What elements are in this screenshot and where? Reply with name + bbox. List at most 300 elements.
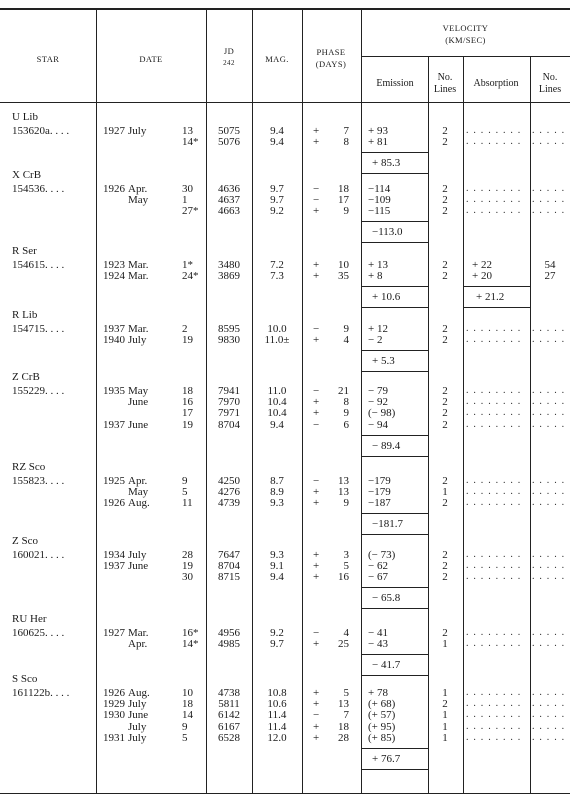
emission-lines: 2 [442, 205, 448, 218]
phase-sign: + [313, 560, 320, 573]
date-year: 1926 [103, 687, 125, 699]
emission-velocity: + 12 [368, 323, 388, 335]
phase-value: 9 [343, 323, 349, 335]
magnitude: 10.8 [267, 687, 287, 699]
phase-value: 17 [338, 194, 349, 207]
star-name: S Sco [12, 673, 38, 685]
jd-value: 5076 [218, 136, 240, 149]
emission-lines: 2 [442, 396, 448, 409]
emission-velocity: −179 [368, 475, 391, 487]
emission-velocity: (− 73) [368, 549, 396, 561]
jd-value: 6167 [218, 720, 240, 733]
absorption-lines-dots: . . . . . [532, 385, 566, 396]
magnitude: 10.0 [267, 323, 287, 335]
date-year: 1925 [103, 475, 125, 487]
phase-value: 18 [338, 720, 349, 733]
absorption-dots: . . . . . . . . [466, 475, 522, 486]
jd-value: 8704 [218, 418, 240, 431]
absorption-lines-dots: . . . . . [532, 720, 566, 732]
absorption-dots: . . . . . . . . [466, 571, 522, 583]
absorption-dots: . . . . . . . . [466, 407, 522, 419]
date-month: May [128, 194, 149, 207]
date-month: May [128, 385, 149, 397]
phase-value: 13 [338, 475, 349, 487]
date-month: Aug. [128, 687, 150, 699]
date-month: June [128, 709, 149, 722]
header-no-lines-1a: No. [437, 72, 453, 83]
star-name: U Lib [12, 111, 38, 123]
header-velocity-unit: (KM/SEC) [445, 35, 486, 45]
absorption-lines-dots: . . . . . [532, 486, 566, 498]
absorption-velocity: + 22 [472, 259, 492, 271]
absorption-velocity: + 20 [472, 270, 492, 283]
mean-rule [361, 587, 428, 588]
phase-value: 13 [338, 698, 349, 711]
date-month: June [128, 560, 149, 573]
magnitude: 9.7 [270, 183, 284, 195]
magnitude: 9.3 [270, 497, 284, 510]
phase-value: 6 [343, 418, 349, 431]
absorption-lines-dots: . . . . . [532, 638, 566, 650]
phase-value: 28 [338, 731, 349, 744]
emission-lines: 2 [442, 497, 448, 510]
phase-sign: − [313, 418, 320, 431]
jd-value: 7647 [218, 549, 240, 561]
magnitude: 8.7 [270, 475, 284, 487]
absorption-lines-dots: . . . . . [532, 687, 566, 698]
star-id: 154615. . . . [12, 259, 65, 271]
date-month: June [128, 418, 149, 431]
phase-value: 16 [338, 571, 349, 584]
emission-velocity: − 2 [368, 334, 383, 347]
date-month: Mar. [128, 270, 149, 283]
phase-value: 9 [343, 205, 349, 218]
mean-rule [361, 286, 428, 287]
jd-value: 4636 [218, 183, 240, 195]
magnitude: 10.6 [267, 698, 287, 711]
header-jd: JD [223, 46, 235, 56]
magnitude: 9.1 [270, 560, 284, 573]
absorption-dots: . . . . . . . . [466, 720, 522, 732]
date-day: 13 [182, 125, 193, 137]
emission-lines: 2 [442, 571, 448, 584]
jd-value: 6142 [218, 709, 240, 722]
absorption-dots: . . . . . . . . [466, 627, 522, 638]
date-year: 1937 [103, 560, 125, 573]
phase-sign: + [313, 205, 320, 218]
date-day: 27* [182, 205, 199, 218]
date-month: Apr. [128, 638, 148, 651]
absorption-dots: . . . . . . . . [466, 396, 522, 408]
phase-sign: + [313, 731, 320, 744]
date-day: 30 [182, 183, 193, 195]
jd-value: 4637 [218, 194, 240, 207]
emission-lines: 2 [442, 418, 448, 431]
absorption-lines-dots: . . . . . [532, 194, 566, 206]
mean-emission: − 89.4 [372, 439, 401, 452]
magnitude: 9.2 [270, 205, 284, 218]
phase-value: 8 [343, 136, 349, 149]
phase-value: 25 [338, 638, 349, 651]
emission-lines: 2 [442, 627, 448, 639]
emission-velocity: + 8 [368, 270, 383, 283]
date-month: June [128, 396, 149, 409]
phase-value: 21 [338, 385, 349, 397]
date-day: 18 [182, 698, 193, 711]
emission-lines: 1 [442, 486, 448, 499]
star-name: Z CrB [12, 371, 40, 383]
jd-value: 7971 [218, 407, 240, 420]
emission-velocity: + 13 [368, 259, 388, 271]
mean-box-bottom [361, 307, 428, 308]
emission-velocity: − 67 [368, 571, 388, 584]
phase-sign: − [313, 385, 320, 397]
emission-velocity: (+ 95) [368, 720, 396, 733]
emission-lines: 2 [442, 407, 448, 420]
emission-velocity: + 78 [368, 687, 388, 699]
star-id: 160021. . . . [12, 549, 65, 561]
absorption-dots: . . . . . . . . [466, 731, 522, 743]
date-month: July [128, 720, 147, 733]
date-day: 1 [182, 194, 188, 207]
date-day: 18 [182, 385, 193, 397]
mean-emission: − 65.8 [372, 592, 401, 605]
emission-lines: 2 [442, 183, 448, 195]
mean-box-bottom [361, 769, 428, 770]
phase-sign: + [313, 698, 320, 711]
emission-lines: 1 [442, 638, 448, 651]
magnitude: 12.0 [267, 731, 287, 744]
date-year: 1926 [103, 183, 125, 195]
phase-sign: + [313, 125, 320, 137]
jd-value: 7941 [218, 385, 240, 397]
date-month: Apr. [128, 183, 148, 195]
absorption-dots: . . . . . . . . [466, 334, 522, 346]
star-name: R Ser [12, 245, 37, 257]
emission-lines: 2 [442, 125, 448, 137]
absorption-lines-dots: . . . . . [532, 709, 566, 721]
mean-rule [361, 221, 428, 222]
jd-value: 4956 [218, 627, 240, 639]
star-name: RZ Sco [12, 461, 46, 473]
jd-value: 4250 [218, 475, 240, 487]
magnitude: 9.4 [270, 136, 284, 149]
column-divider-2 [252, 9, 253, 793]
emission-velocity: − 79 [368, 385, 388, 397]
absorption-dots: . . . . . . . . [466, 136, 522, 148]
date-month: May [128, 486, 149, 499]
magnitude: 7.3 [270, 270, 284, 283]
date-day: 14 [182, 709, 193, 722]
date-day: 28 [182, 549, 193, 561]
header-jd-sub: 242 [223, 59, 235, 67]
absorption-dots: . . . . . . . . [466, 418, 522, 430]
date-year: 1929 [103, 698, 125, 711]
magnitude: 9.7 [270, 194, 284, 207]
date-day: 16* [182, 627, 199, 639]
jd-value: 9830 [218, 334, 240, 347]
mean-rule [361, 152, 428, 153]
jd-value: 3869 [218, 270, 240, 283]
phase-sign: + [313, 486, 320, 499]
star-name: X CrB [12, 169, 42, 181]
absorption-dots: . . . . . . . . [466, 698, 522, 710]
magnitude: 11.0± [264, 334, 290, 347]
absorption-lines-dots: . . . . . [532, 698, 566, 710]
absorption-lines-dots: . . . . . [532, 549, 566, 560]
star-id: 155229. . . . [12, 385, 65, 397]
date-month: July [128, 698, 147, 711]
date-month: July [128, 731, 147, 744]
emission-lines: 1 [442, 731, 448, 744]
magnitude: 7.2 [270, 259, 284, 271]
date-year: 1927 [103, 125, 125, 137]
phase-sign: − [313, 194, 320, 207]
absorption-dots: . . . . . . . . [466, 549, 522, 560]
jd-value: 4663 [218, 205, 240, 218]
phase-value: 5 [343, 687, 349, 699]
phase-value: 3 [343, 549, 349, 561]
phase-value: 18 [338, 183, 349, 195]
date-day: 17 [182, 407, 193, 420]
absorption-lines-dots: . . . . . [532, 731, 566, 743]
date-month: Mar. [128, 627, 149, 639]
absorption-lines: 54 [544, 259, 556, 271]
emission-velocity: (+ 57) [368, 709, 396, 722]
mean-emission: + 76.7 [372, 752, 401, 765]
emission-velocity: −179 [368, 486, 391, 499]
emission-velocity: − 62 [368, 560, 388, 573]
column-divider-7 [530, 57, 531, 793]
star-id: 153620a. . . . [12, 125, 70, 137]
phase-sign: − [313, 183, 320, 195]
magnitude: 10.4 [267, 396, 287, 409]
phase-sign: + [313, 497, 320, 510]
star-name: R Lib [12, 309, 38, 321]
date-day: 19 [182, 560, 193, 573]
date-day: 19 [182, 418, 193, 431]
date-month: Aug. [128, 497, 150, 510]
emission-velocity: − 92 [368, 396, 388, 409]
absorption-lines-dots: . . . . . [532, 205, 566, 217]
phase-value: 35 [338, 270, 349, 283]
date-day: 24* [182, 270, 199, 283]
date-year: 1937 [103, 418, 125, 431]
date-day: 14* [182, 136, 199, 149]
absorption-lines-dots: . . . . . [532, 183, 566, 194]
mean-box-bottom [361, 534, 428, 535]
date-day: 19 [182, 334, 193, 347]
date-month: Mar. [128, 323, 149, 335]
emission-velocity: − 94 [368, 418, 388, 431]
jd-value: 3480 [218, 259, 240, 271]
emission-velocity: −187 [368, 497, 391, 510]
absorption-dots: . . . . . . . . [466, 385, 522, 396]
header-phase-unit: (DAYS) [315, 59, 347, 69]
mean-box-bottom [361, 608, 428, 609]
header-velocity: VELOCITY [442, 23, 489, 33]
magnitude: 9.4 [270, 418, 284, 431]
jd-value: 4985 [218, 638, 240, 651]
magnitude: 9.4 [270, 125, 284, 137]
absorption-lines-dots: . . . . . [532, 334, 566, 346]
absorption-dots: . . . . . . . . [466, 125, 522, 136]
phase-value: 7 [343, 709, 349, 722]
velocity-sub-rule [361, 56, 570, 57]
jd-value: 5075 [218, 125, 240, 137]
phase-value: 10 [338, 259, 349, 271]
date-month: Mar. [128, 259, 149, 271]
date-year: 1924 [103, 270, 125, 283]
absorption-dots: . . . . . . . . [466, 205, 522, 217]
mean-box-bottom [361, 173, 428, 174]
jd-value: 6528 [218, 731, 240, 744]
phase-sign: + [313, 549, 320, 561]
star-name: RU Her [12, 613, 47, 625]
mean-rule [361, 513, 428, 514]
header-no-lines-2a: No. [542, 72, 558, 83]
magnitude: 11.4 [267, 709, 287, 722]
jd-value: 8704 [218, 560, 240, 573]
emission-velocity: + 93 [368, 125, 388, 137]
absorption-dots: . . . . . . . . [466, 323, 522, 334]
header-star: STAR [36, 54, 60, 64]
phase-value: 13 [338, 486, 349, 499]
phase-sign: − [313, 709, 320, 722]
mean-box-bottom [361, 371, 428, 372]
absorption-dots: . . . . . . . . [466, 638, 522, 650]
absorption-lines: 27 [544, 270, 556, 283]
absorption-lines-dots: . . . . . [532, 407, 566, 419]
absorption-lines-dots: . . . . . [532, 418, 566, 430]
mean-emission: + 85.3 [372, 157, 401, 170]
date-day: 16 [182, 396, 193, 409]
absorption-dots: . . . . . . . . [466, 709, 522, 721]
jd-value: 4276 [218, 486, 240, 499]
column-divider-1 [206, 9, 207, 793]
mean-emission: − 41.7 [372, 659, 401, 672]
absorption-dots: . . . . . . . . [466, 687, 522, 698]
header-no-lines-1b: Lines [433, 84, 457, 95]
phase-sign: + [313, 571, 320, 584]
jd-value: 4738 [218, 687, 240, 699]
phase-sign: + [313, 638, 320, 651]
magnitude: 11.0 [267, 385, 287, 397]
mean-box-bottom [361, 675, 428, 676]
absorption-lines-dots: . . . . . [532, 323, 566, 334]
date-day: 2 [182, 323, 188, 335]
emission-velocity: −109 [368, 194, 391, 207]
mean-absorption: + 21.2 [476, 291, 505, 304]
mean-rule [361, 654, 428, 655]
mean-emission: + 10.6 [372, 291, 401, 304]
absorption-dots: . . . . . . . . [466, 560, 522, 572]
star-id: 160625. . . . [12, 627, 65, 639]
column-divider-3 [302, 9, 303, 793]
bottom-rule [0, 793, 570, 794]
magnitude: 11.4 [267, 720, 287, 733]
star-name: Z Sco [12, 535, 38, 547]
date-day: 9 [182, 475, 188, 487]
phase-value: 9 [343, 407, 349, 420]
phase-sign: + [313, 720, 320, 733]
date-month: Apr. [128, 475, 148, 487]
header-emission: Emission [376, 78, 414, 89]
emission-velocity: −115 [368, 205, 391, 218]
top-rule [0, 8, 570, 10]
date-day: 1* [182, 259, 193, 271]
date-year: 1927 [103, 627, 125, 639]
emission-lines: 2 [442, 259, 448, 271]
emission-lines: 2 [442, 385, 448, 397]
emission-lines: 2 [442, 560, 448, 573]
emission-lines: 2 [442, 334, 448, 347]
absorption-lines-dots: . . . . . [532, 475, 566, 486]
phase-sign: + [313, 136, 320, 149]
phase-sign: + [313, 396, 320, 409]
date-day: 5 [182, 486, 188, 499]
phase-sign: − [313, 475, 320, 487]
emission-lines: 2 [442, 549, 448, 561]
mean-absorption-box-bottom [463, 307, 530, 308]
header-no-lines-2b: Lines [538, 84, 562, 95]
column-divider-6 [463, 57, 464, 793]
star-id: 155823. . . . [12, 475, 65, 487]
emission-lines: 2 [442, 194, 448, 207]
column-divider-5 [428, 57, 429, 793]
phase-sign: − [313, 323, 320, 335]
emission-velocity: (+ 68) [368, 698, 396, 711]
header-phase: PHASE [316, 47, 346, 57]
header-date: DATE [139, 54, 163, 64]
emission-velocity: (+ 85) [368, 731, 396, 744]
date-year: 1930 [103, 709, 125, 722]
absorption-dots: . . . . . . . . [466, 183, 522, 194]
emission-lines: 1 [442, 720, 448, 733]
jd-value: 4739 [218, 497, 240, 510]
absorption-lines-dots: . . . . . [532, 396, 566, 408]
jd-value: 8715 [218, 571, 240, 584]
date-month: July [128, 549, 147, 561]
emission-lines: 2 [442, 270, 448, 283]
emission-lines: 1 [442, 709, 448, 722]
phase-sign: + [313, 259, 320, 271]
emission-velocity: (− 98) [368, 407, 396, 420]
phase-value: 5 [343, 560, 349, 573]
mean-rule [361, 435, 428, 436]
mean-emission: + 5.3 [372, 355, 395, 368]
date-day: 11 [182, 497, 193, 510]
date-year: 1940 [103, 334, 125, 347]
absorption-lines-dots: . . . . . [532, 125, 566, 136]
phase-value: 7 [343, 125, 349, 137]
absorption-lines-dots: . . . . . [532, 627, 566, 638]
header-absorption: Absorption [473, 78, 519, 89]
magnitude: 10.4 [267, 407, 287, 420]
phase-sign: + [313, 407, 320, 420]
magnitude: 9.4 [270, 571, 284, 584]
emission-velocity: − 43 [368, 638, 388, 651]
absorption-lines-dots: . . . . . [532, 497, 566, 509]
jd-value: 8595 [218, 323, 240, 335]
absorption-dots: . . . . . . . . [466, 497, 522, 509]
phase-value: 4 [343, 334, 349, 347]
phase-sign: − [313, 627, 320, 639]
phase-value: 4 [343, 627, 349, 639]
phase-sign: + [313, 270, 320, 283]
emission-lines: 2 [442, 136, 448, 149]
mean-absorption-rule [463, 286, 530, 287]
